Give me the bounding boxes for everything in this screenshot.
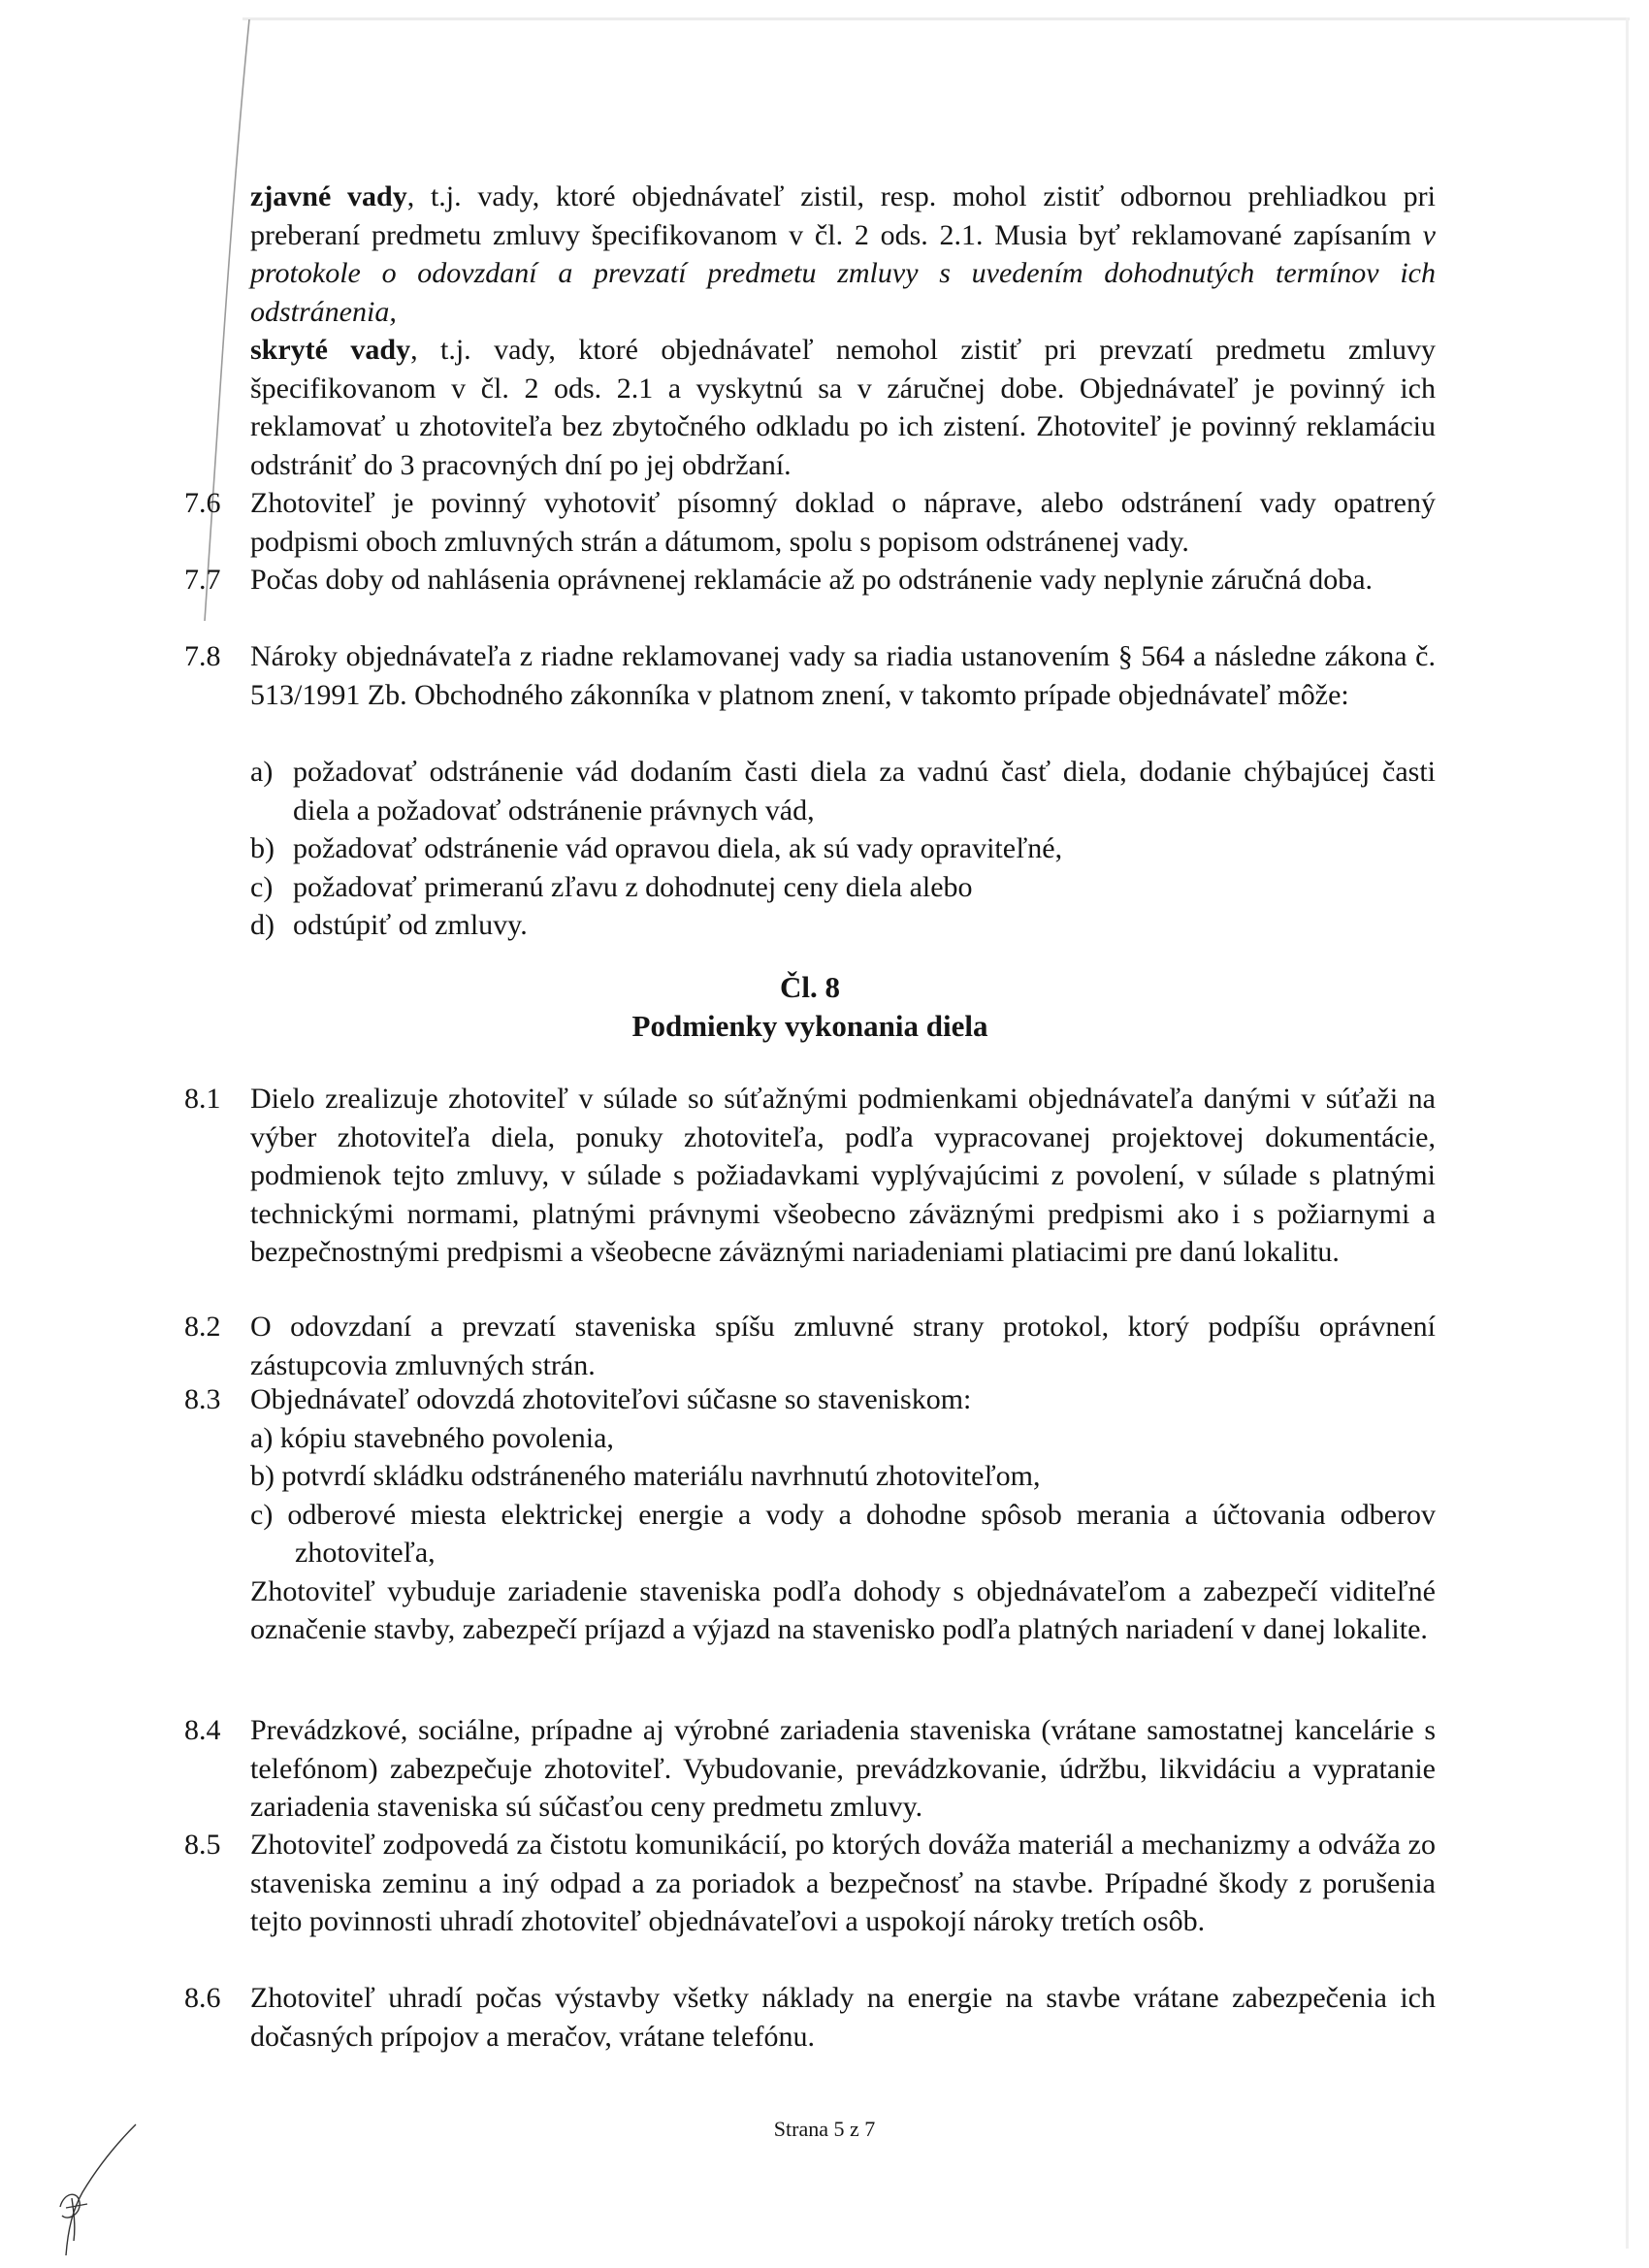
clause-text: Zhotoviteľ vybuduje zariadenie staveniska podľa dohody s objednávateľom a zabezpečí viditeľné označenie stavby, zabezpečí príjazd a výjazd na stavenisko podľa platných nariadení v danej lokalite.	[250, 1574, 1436, 1645]
clause-text: Zhotoviteľ uhradí počas výstavby všetky náklady na energie na stavbe vrátane zabezpečenia ich dočasných prípojov a meračov, vrátane telefónu.	[250, 1982, 1436, 2053]
list-item	[250, 753, 1436, 829]
list-letter: a)	[250, 756, 274, 788]
scan-edge	[242, 17, 1630, 20]
clause-number: 8.2	[184, 1311, 221, 1343]
clause-number: 8.4	[184, 1714, 221, 1746]
clause-number: 8.3	[184, 1383, 221, 1415]
obvious-defects-italic: v protokole o odovzdaní a prevzatí predmetu zmluvy s uvedením dohodnutých termínov ich odstránenia,	[250, 218, 1436, 328]
hidden-defects-term: skryté vady	[250, 334, 411, 366]
clause-8-6	[184, 1979, 1436, 2056]
list-item: c) odberové miesta elektrickej energie a vody a dohodne spôsob merania a účtovania odberov zhotoviteľa,	[250, 1498, 1436, 1569]
clause-text: O odovzdaní a prevzatí staveniska spíšu zmluvné strany protokol, ktorý podpíšu oprávnení zástupcovia zmluvných strán.	[250, 1311, 1436, 1381]
clause-number: 7.6	[184, 487, 221, 519]
hidden-defects-text: , t.j. vady, ktoré objednávateľ nemohol zistiť pri prevzatí predmetu zmluvy špecifikovanom v čl. 2 ods. 2.1 a vyskytnú sa v záručnej dobe. Objednávateľ je povinný ich reklamovať u zhotoviteľa bez zbytočného odkladu po ich zistení. Zhotoviteľ je povinný reklamáciu odstrániť do 3 pracovných dní po jej obdržaní.	[250, 334, 1436, 481]
clause-text: Zhotoviteľ je povinný vyhotoviť písomný doklad o náprave, alebo odstránení vady opatrený podpismi oboch zmluvných strán a dátumom, spolu s popisom odstránenej vady.	[250, 487, 1436, 558]
article-title: Podmienky vykonania diela	[631, 1009, 988, 1043]
signature-initials	[39, 2115, 146, 2260]
clause-text: Prevádzkové, sociálne, prípadne aj výrobné zariadenia staveniska (vrátane samostatnej kancelárie s telefónom) zabezpečuje zhotoviteľ. Vybudovanie, prevádzkovanie, údržbu, likvidáciu a vypratanie zariadenia staveniska sú súčasťou ceny predmetu zmluvy.	[250, 1714, 1436, 1823]
list-item: b) potvrdí skládku odstráneného materiálu navrhnutú zhotoviteľom,	[250, 1460, 1041, 1492]
clause-number: 8.6	[184, 1982, 221, 2014]
clause-text: Počas doby od nahlásenia oprávnenej reklamácie až po odstránenie vady neplynie záručná doba.	[250, 564, 1374, 596]
clause-7-7	[184, 561, 1436, 599]
list-letter: d)	[250, 909, 275, 941]
list-item	[250, 829, 1436, 868]
scan-edge	[1626, 17, 1629, 2249]
clause-text: Objednávateľ odovzdá zhotoviteľovi súčasne so staveniskom:	[250, 1383, 972, 1415]
list-letter: b)	[250, 832, 275, 864]
clause-number: 8.1	[184, 1083, 221, 1115]
list-letter: c)	[250, 870, 274, 903]
list-text: požadovať odstránenie vád dodaním časti diela za vadnú časť diela, dodanie chýbajúcej časti diela a požadovať odstránenie právnych vád,	[293, 756, 1436, 826]
obvious-defects-text: , t.j. vady, ktoré objednávateľ zistil, resp. mohol zistiť odbornou prehliadkou pri preberaní predmetu zmluvy špecifikovanom v čl. 2 ods. 2.1. Musia byť reklamované zapísaním	[250, 180, 1436, 251]
clause-number: 7.8	[184, 640, 221, 672]
list-item	[250, 868, 1436, 907]
clause-8-1	[184, 1080, 1436, 1272]
clause-8-4	[184, 1711, 1436, 1827]
clause-7-6	[184, 484, 1436, 561]
obvious-defects-term: zjavné vady	[250, 180, 407, 212]
clause-text: Zhotoviteľ zodpovedá za čistotu komunikácií, po ktorých dováža materiál a mechanizmy a odváža zo staveniska zeminu a iný odpad a za poriadok a bezpečnosť na stavbe. Prípadné škody z porušenia tejto povinnosti uhradí zhotoviteľ objednávateľovi a uspokojí nároky tretích osôb.	[250, 1829, 1436, 1937]
list-text: požadovať primeranú zľavu z dohodnutej ceny diela alebo	[293, 870, 973, 903]
clause-text: Nároky objednávateľa z riadne reklamovanej vady sa riadia ustanovením § 564 a následne zákona č. 513/1991 Zb. Obchodného zákonníka v platnom znení, v takomto prípade objednávateľ môže:	[250, 640, 1436, 711]
defects-obvious-paragraph	[184, 178, 1436, 331]
article-heading: Čl. 8	[780, 970, 840, 1004]
list-text: požadovať odstránenie vád opravou diela, ak sú vady opraviteľné,	[293, 832, 1063, 864]
defects-hidden-paragraph	[184, 331, 1436, 484]
list-item: a) kópiu stavebného povolenia,	[250, 1421, 614, 1454]
clause-7-8	[184, 637, 1436, 714]
clause-8-3	[184, 1380, 1436, 1649]
clause-7-8-options	[184, 753, 1436, 945]
page-number: Strana 5 z 7	[773, 2117, 876, 2141]
clause-number: 7.7	[184, 564, 221, 596]
list-item	[250, 906, 1436, 945]
clause-8-5	[184, 1826, 1436, 1941]
clause-number: 8.5	[184, 1829, 221, 1861]
clause-8-2	[184, 1308, 1436, 1384]
clause-text: Dielo zrealizuje zhotoviteľ v súlade so súťažnými podmienkami objednávateľa danými v súťaži na výber zhotoviteľa diela, ponuky zhotoviteľa, podľa vypracovanej projektovej dokumentácie, podmienok tejto zmluvy, v súlade s požiadavkami vyplývajúcimi z povolení, v súlade s platnými technickými normami, platnými právnymi všeobecno záväznými predpismi ako i s požiarnymi a bezpečnostnými predpismi a všeobecne záväznými nariadeniami platiacimi pre danú lokalitu.	[250, 1083, 1436, 1268]
list-text: odstúpiť od zmluvy.	[293, 909, 528, 941]
